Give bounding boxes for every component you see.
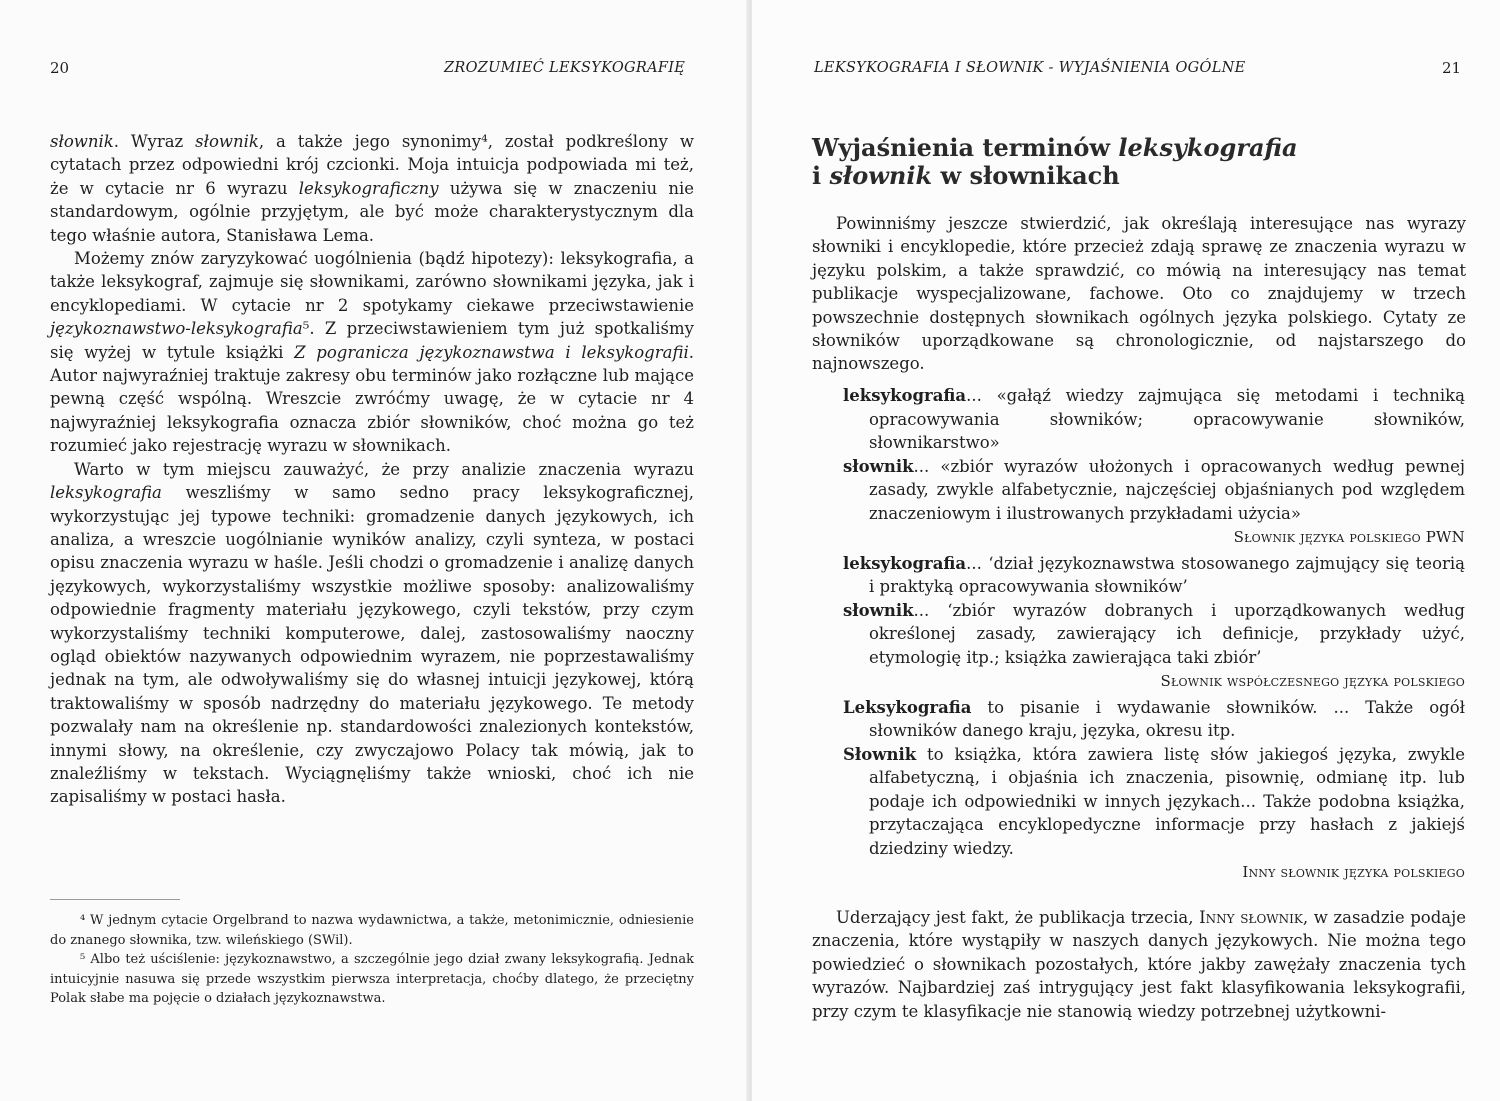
section-title-text: Wyjaśnienia terminów — [812, 133, 1119, 162]
source-attribution: Słownik języka polskiego PWN — [1233, 528, 1465, 546]
left-body-text — [50, 130, 694, 809]
footnotes — [50, 911, 694, 1009]
paragraph: Powinniśmy jeszcze stwierdzić, jak określają interesujące nas wyrazy słowniki i encyklopedie, które przecież zdają sprawę ze znaczenia wyrazu w języku polskim, a także sprawdzić, co mówią na interesujący nas temat publikacje wyspecjalizowane, fachowe. Oto co znajdujemy w trzech powszechnie dostępnych słownikach ogólnych języka polskiego. Cytaty ze słowników uporządkowane są chronologicznie, od najstarszego do najnowszego. — [812, 214, 1466, 374]
page-number: 20 — [50, 59, 70, 77]
entry-headword: leksykografia — [843, 386, 967, 405]
dictionary-entry — [843, 552, 1465, 599]
footnote: ⁵ Albo też uściślenie: językoznawstwo, a szczególnie jego dział zwany leksykografią. Jednak intuicyjnie nasuwa się przede wszystkim pierwsza interpretacja, choćby dlatego, że przeciętny Polak słabe ma pojęcie o działach językoznawstwa. — [50, 952, 694, 1007]
dictionary-citations — [843, 384, 1465, 887]
dictionary-entry — [843, 599, 1465, 670]
left-page — [0, 0, 748, 1101]
paragraph-text: Uderzający jest fakt, że publikacja trzecia, — [836, 908, 1200, 927]
footnote: ⁴ W jednym cytacie Orgelbrand to nazwa wydawnictwa, a także, metonimicznie, odniesienie do znanego słownika, tzw. wileńskiego (SWil). — [50, 913, 694, 948]
dictionary-entry — [843, 455, 1465, 526]
running-head: ZROZUMIEĆ LEKSYKOGRAFIĘ — [444, 60, 686, 76]
section-title-text: w słownikach — [932, 161, 1120, 190]
paragraph: Warto w tym miejscu zauważyć, że przy analizie znaczenia wyrazu leksykografia weszliśmy w samo sedno pracy leksykograficznej, wykorzystując jej typowe techniki: gromadzenie danych językowych, ich analiza, a wreszcie uogólnianie wyników analizy, czyli synteza, w postaci opisu znaczenia wyrazu w haśle. Jeśli chodzi o gromadzenie i analizę danych językowych, wykorzystaliśmy wszystkie możliwe sposoby: analizowaliśmy odpowiednie fragmenty materiału językowego, czyli tekstów, przy czym wykorzystaliśmy techniki komputerowe, dalej, zastosowaliśmy naoczny ogląd obiektów nazywanych odpowiednim wyrazem, nie poprzestawaliśmy jednak na tym, ale odwoływaliśmy się do własnej intuicji językowej, którą traktowaliśmy w sposób nadrzędny do materiału językowego. Te metody pozwalały nam na określenie np. standardowości znalezionych kontekstów, innymi słowy, na określenie, czy zwyczajowo Polacy tak mówią, jak to znaleźliśmy w tekstach. Wyciągnęliśmy także wnioski, choć ich nie zapisaliśmy w postaci hasła. — [50, 459, 694, 807]
entry-headword: Słownik — [843, 744, 917, 764]
source-attribution: Słownik współczesnego języka polskiego — [1160, 672, 1465, 690]
dictionary-entry — [843, 384, 1465, 455]
entry-headword: słownik — [843, 600, 914, 620]
section-title-text: i — [812, 161, 830, 190]
paragraph — [812, 906, 1466, 1023]
section-title — [812, 134, 1298, 190]
entry-headword: leksykografia — [843, 553, 967, 573]
entry-headword: Leksykografia — [843, 697, 972, 717]
intro-paragraph — [812, 212, 1466, 376]
section-title-term: słownik — [829, 161, 933, 190]
source-attribution: Inny słownik języka polskiego — [1242, 863, 1465, 881]
entry-definition: to książka, która zawiera listę słów jakiegoś języka, zwykle alfabetyczną, i objaśnia ich znaczenia, pisownię, odmianę itp. lub podaje ich odpowiedniki w innych językach... Także podobna książka, przytaczająca encyklopedyczne informacje przy hasłach z jakiejś dziedziny wiedzy. — [869, 744, 1465, 858]
footnote-rule — [50, 899, 180, 900]
dictionary-entry — [843, 696, 1465, 743]
entry-definition: ... ‘zbiór wyrazów dobranych i uporządkowanych według określonej zasady, zawierający ich definicje, przykłady użyć, etymologię itp.; książka zawierająca taki zbiór’ — [869, 600, 1465, 667]
page-number: 21 — [1442, 59, 1462, 77]
running-head: LEKSYKOGRAFIA I SŁOWNIK - WYJAŚNIENIA OGÓLNE — [814, 60, 1246, 76]
dictionary-entry — [843, 743, 1465, 861]
entry-definition: ... «zbiór wyrazów ułożonych i opracowanych według pewnej zasady, zwykle alfabetycznie, najczęściej objaśnianych pod względem znaczeniowym i ilustrowanych przykładami użycia» — [869, 456, 1465, 523]
entry-headword: słownik — [843, 456, 914, 476]
section-title-term: leksykografia — [1118, 133, 1298, 162]
entry-definition: ... «gałąź wiedzy zajmująca się metodami i techniką opracowywania słowników; opracowywanie słowników, słownikarstwo» — [869, 386, 1465, 452]
entry-definition: ... ‘dział językoznawstwa stosowanego zajmujący się teorią i praktyką opracowywania słowników’ — [869, 553, 1465, 596]
source-reference: Inny słownik — [1199, 908, 1303, 927]
paragraph: słownik. Wyraz słownik, a także jego synonimy⁴, został podkreślony w cytatach przez odpowiedni krój czcionki. Moja intuicja podpowiada mi też, że w cytacie nr 6 wyrazu leksykograficzny używa się w znaczeniu nie standardowym, ogólnie przyjętym, ale być może charakterystycznym dla tego właśnie autora, Stanisława Lema. — [50, 132, 694, 245]
entry-definition: to pisanie i wydawanie słowników. ... Także ogół słowników danego kraju, języka, okresu itp. — [869, 697, 1465, 740]
closing-paragraph — [812, 906, 1466, 1023]
paragraph-text: , w zasadzie podaje znaczenia, które wystąpiły w naszych danych językowych. Nie można tego powiedzieć o słownikach pozostałych, które jakby zawężały znaczenia tych wyrazów. Najbardziej zaś intrygujący jest fakt klasyfikowania leksykografii, przy czym te klasyfikacje nie stanowią wiedzy potrzebnej użytkowni- — [812, 908, 1466, 1021]
paragraph: Możemy znów zaryzykować uogólnienia (bądź hipotezy): leksykografia, a także leksykograf, zajmuje się słownikami, zarówno słownikami języka, jak i encyklopediami. W cytacie nr 2 spotykamy ciekawe przeciwstawienie językoznawstwo-leksykografia⁵. Z przeciwstawieniem tym już spotkaliśmy się wyżej w tytule książki Z pogranicza językoznawstwa i leksykografii. Autor najwyraźniej traktuje zakresy obu terminów jako rozłączne lub mające pewną część wspólną. Wreszcie zwróćmy uwagę, że w cytacie nr 4 najwyraźniej leksykografia oznacza zbiór słowników, choć można go też rozumieć jako rejestrację wyrazu w słownikach. — [50, 249, 694, 456]
